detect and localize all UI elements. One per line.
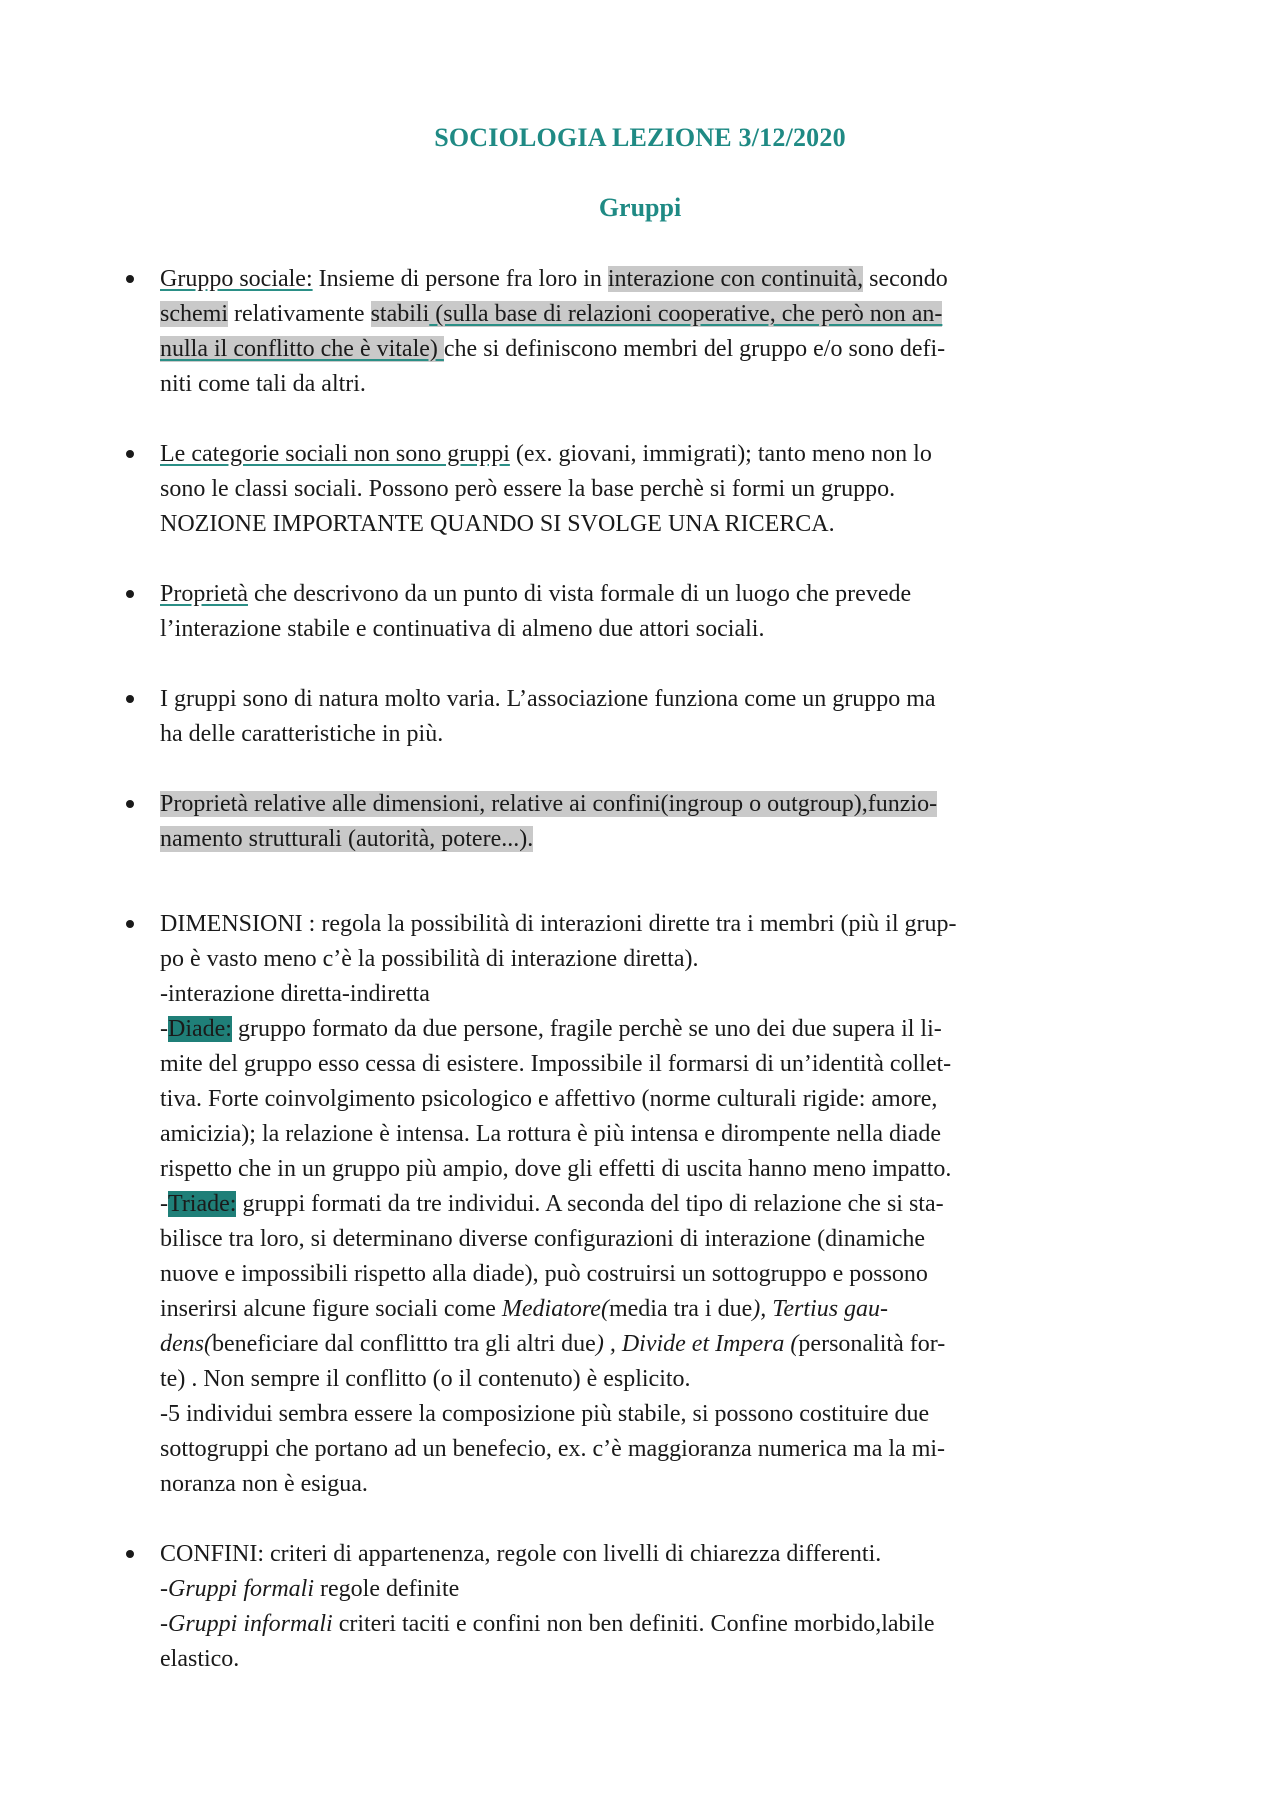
text-line: te) . Non sempre il conflitto (o il contenuto) è esplicito. (160, 1366, 691, 1392)
highlight-teal: Triade: (168, 1191, 237, 1217)
spacer (160, 857, 1150, 872)
text-span: media tra i due (608, 1296, 753, 1322)
text-span: Insieme di persone fra loro in (312, 266, 608, 292)
highlight-gray: interazione con continuità, (607, 266, 864, 292)
text-span-italic: Gruppi informali (168, 1611, 333, 1637)
text-line (160, 1292, 1150, 1327)
bullet-icon (126, 450, 134, 458)
text-line: elastico. (160, 1646, 240, 1672)
term-underlined: Proprietà (160, 581, 248, 607)
text-line: NOZIONE IMPORTANTE QUANDO SI SVOLGE UNA RICERCA. (160, 511, 835, 537)
section-heading: Gruppi (598, 193, 682, 222)
text-line (160, 437, 1150, 472)
text-line: sono le classi sociali. Possono però essere la base perchè si formi un gruppo. (160, 476, 896, 502)
text-line: noranza non è esigua. (160, 1471, 368, 1497)
text-line (160, 1572, 1150, 1607)
text-line: rispetto che in un gruppo più ampio, dove gli effetti di uscita hanno meno impatto. (160, 1156, 952, 1182)
text-span: - (160, 1016, 168, 1042)
text-span: beneficiare dal conflittto tra gli altri due (211, 1331, 596, 1357)
highlight-underlined: nulla il conflitto che è vitale) (160, 336, 444, 362)
highlight-underlined: (sulla base di relazioni cooperative, che però non an- (429, 301, 943, 327)
text-span-italic: ) , Divide et Impera ( (595, 1331, 799, 1357)
text-line: DIMENSIONI : regola la possibilità di interazioni dirette tra i membri (più il grup- (160, 911, 957, 937)
bullet-categorie-sociali (160, 437, 1150, 542)
bullet-gruppo-sociale (160, 262, 1150, 402)
text-line (160, 1012, 1150, 1047)
highlight-gray: namento strutturali (autorità, potere...). (160, 826, 534, 852)
text-line: -interazione diretta-indiretta (160, 981, 430, 1007)
text-span-italic: ), Tertius gau- (752, 1296, 889, 1322)
text-line (160, 822, 1150, 857)
text-line (160, 262, 1150, 297)
text-line: bilisce tra loro, si determinano diverse configurazioni di interazione (dinamiche (160, 1226, 926, 1252)
text-line (160, 1327, 1150, 1362)
text-span-italic: dens( (160, 1331, 212, 1357)
text-line: sottogruppi che portano ad un benefecio, ex. c’è maggioranza numerica ma la mi- (160, 1436, 946, 1462)
text-span-italic: Gruppi formali (168, 1576, 315, 1602)
bullet-icon (126, 800, 134, 808)
bullet-proprieta (160, 577, 1150, 647)
text-span: (ex. giovani, immigrati); tanto meno non lo (509, 441, 932, 467)
text-span: - (160, 1191, 168, 1217)
text-line: niti come tali da altri. (160, 371, 366, 397)
text-line (160, 787, 1150, 822)
bullet-confini (160, 1537, 1150, 1677)
bullet-icon (126, 920, 134, 928)
text-span: che si definiscono membri del gruppo e/o sono defi- (443, 336, 946, 362)
bullet-icon (126, 1550, 134, 1558)
text-span: gruppo formato da due persone, fragile perchè se uno dei due supera il li- (231, 1016, 942, 1042)
text-line (160, 1187, 1150, 1222)
text-span: regole definite (314, 1576, 460, 1602)
term-underlined: Gruppo sociale: (160, 266, 313, 292)
text-span: gruppi formati da tre individui. A seconda del tipo di relazione che si sta- (236, 1191, 944, 1217)
text-line: I gruppi sono di natura molto varia. L’associazione funziona come un gruppo ma (160, 686, 936, 712)
text-span: inserirsi alcune figure sociali come (160, 1296, 502, 1322)
text-span: criteri taciti e confini non ben definiti. Confine morbido,labile (332, 1611, 935, 1637)
text-line: tiva. Forte coinvolgimento psicologico e affettivo (norme culturali rigide: amore, (160, 1086, 938, 1112)
bullet-icon (126, 695, 134, 703)
highlight-gray: Proprietà relative alle dimensioni, relative ai confini(ingroup o outgroup),funzio- (160, 791, 938, 817)
text-line: po è vasto meno c’è la possibilità di interazione diretta). (160, 946, 699, 972)
text-line (160, 1607, 1150, 1642)
text-line (160, 577, 1150, 612)
text-line (160, 332, 1150, 367)
text-span: personalità for- (798, 1331, 946, 1357)
text-line: amicizia); la relazione è intensa. La rottura è più intensa e dirompente nella diade (160, 1121, 941, 1147)
highlight-teal: Diade: (168, 1016, 232, 1042)
highlight-gray: stabili (370, 301, 430, 327)
bullet-dimensioni (160, 907, 1150, 1502)
highlight-gray: schemi (160, 301, 228, 327)
bullet-natura-gruppi (160, 682, 1150, 752)
bullet-proprieta-dimensioni (160, 787, 1150, 872)
text-span: secondo (863, 266, 948, 292)
text-span: relativamente (227, 301, 371, 327)
text-line: -5 individui sembra essere la composizione più stabile, si possono costituire due (160, 1401, 930, 1427)
text-span: - (160, 1576, 168, 1602)
text-span: - (160, 1611, 168, 1637)
document-title: SOCIOLOGIA LEZIONE 3/12/2020 (434, 123, 846, 152)
term-underlined: Le categorie sociali non sono gruppi (160, 441, 510, 467)
text-line: nuove e impossibili rispetto alla diade), può costruirsi un sottogruppo e possono (160, 1261, 928, 1287)
text-line: ha delle caratteristiche in più. (160, 721, 444, 747)
text-span: che descrivono da un punto di vista formale di un luogo che prevede (247, 581, 912, 607)
text-line: CONFINI: criteri di appartenenza, regole con livelli di chiarezza differenti. (160, 1541, 882, 1567)
text-span-italic: Mediatore( (501, 1296, 609, 1322)
text-line (160, 297, 1150, 332)
notes-list (160, 262, 1150, 1712)
bullet-icon (126, 590, 134, 598)
text-line: mite del gruppo esso cessa di esistere. Impossibile il formarsi di un’identità collet- (160, 1051, 952, 1077)
bullet-icon (126, 275, 134, 283)
text-line: l’interazione stabile e continuativa di almeno due attori sociali. (160, 616, 765, 642)
